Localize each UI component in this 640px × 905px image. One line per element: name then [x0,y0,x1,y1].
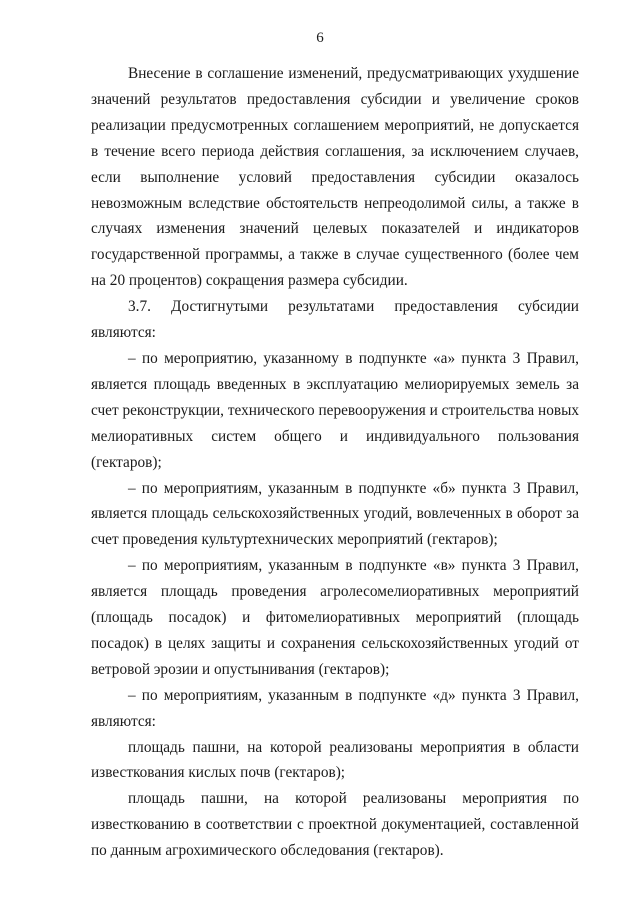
page-number: 6 [316,30,324,46]
list-item-subpoint-a: – по мероприятию, указанному в подпункте «а» пункта 3 Правил, является площадь введенных в эксплуатацию мелиорируемых земель за счет реконструкции, технического перевооружения и строительства новых мелиоративных систем общего и индивидуального пользования (гектаров); [91,349,579,471]
list-item-subpoint-v: – по мероприятиям, указанным в подпункте «в» пункта 3 Правил, является площадь проведения агролесомелиоративных мероприятий (площадь посадок) и фитомелиоративных мероприятий (площадь посадок) в целях защиты и сохранения сельскохозяйственных угодий от ветровой эрозии и опустынивания (гектаров); [91,557,579,678]
list-item-liming-area: площадь пашни, на которой реализованы мероприятия в области известкования кислых почв (гектаров); [91,738,579,782]
paragraph-amendments: Внесение в соглашение изменений, предусматривающих ухудшение значений результатов предоставления субсидии и увеличение сроков реализации предусмотренных соглашением мероприятий, не допускается в течение всего периода действия соглашения, за исключением случаев, если выполнение условий предоставления субсидии оказалось невозможным вследствие обстоятельств непреодолимой силы, а также в случаях изменения значений целевых показателей и индикаторов государственной программы, а также в случае существенного (более чем на 20 процентов) сокращения размера субсидии. [91,65,579,290]
document-body [91,61,579,864]
paragraph-section-3-7: 3.7. Достигнутыми результатами предоставления субсидии являются: [91,298,579,342]
list-item-liming-project: площадь пашни, на которой реализованы мероприятия по известкованию в соответствии с проектной документацией, составленной по данным агрохимического обследования (гектаров). [91,790,579,860]
list-item-subpoint-b: – по мероприятиям, указанным в подпункте «б» пункта 3 Правил, является площадь сельскохозяйственных угодий, вовлеченных в оборот за счет проведения культуртехнических мероприятий (гектаров); [91,479,579,549]
list-item-subpoint-d: – по мероприятиям, указанным в подпункте «д» пункта 3 Правил, являются: [91,686,579,730]
